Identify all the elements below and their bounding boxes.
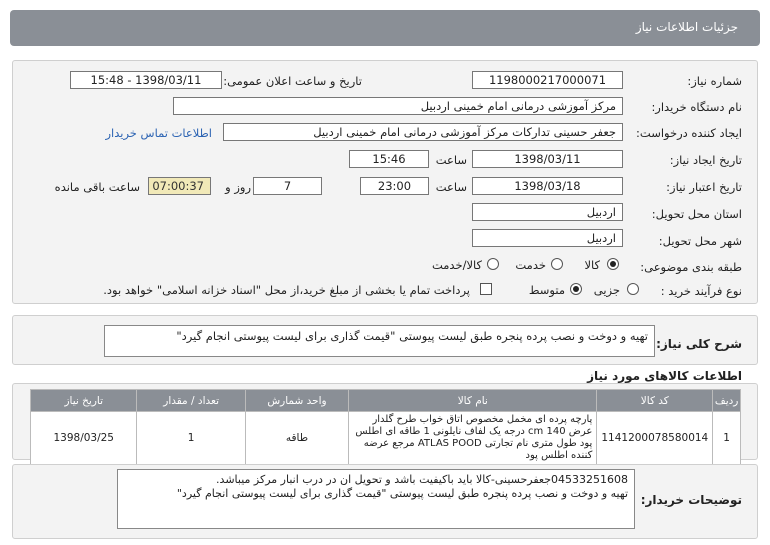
category-label: طبقه بندی موضوعی: bbox=[640, 260, 742, 274]
items-section-title: اطلاعات کالاهای مورد نیاز bbox=[587, 369, 742, 383]
category-both-radio[interactable] bbox=[487, 258, 499, 270]
col-date: تاریخ نیاز bbox=[31, 390, 137, 412]
col-unit: واحد شمارش bbox=[245, 390, 348, 412]
notes-line-1: 04533251608جعفرحسینی-کالا باید باکیفیت باشد و تحویل ان در درب انبار مرکز میباشد. bbox=[216, 473, 628, 486]
notes-text bbox=[117, 469, 635, 529]
col-qty: تعداد / مقدار bbox=[137, 390, 245, 412]
process-label: نوع فرآیند خرید : bbox=[660, 284, 742, 298]
remaining-time-field: 07:00:37 bbox=[148, 177, 211, 195]
contact-info-link[interactable]: اطلاعات تماس خریدار bbox=[105, 126, 212, 140]
process-medium-radio[interactable] bbox=[570, 283, 582, 295]
process-minor-radio[interactable] bbox=[627, 283, 639, 295]
validity-date-field[interactable]: 1398/03/18 bbox=[472, 177, 623, 195]
created-time-field[interactable]: 15:46 bbox=[349, 150, 429, 168]
summary-label: شرح کلی نیاز: bbox=[656, 337, 742, 351]
announce-field[interactable]: 1398/03/11 - 15:48 bbox=[70, 71, 222, 89]
need-number-label: شماره نیاز: bbox=[687, 74, 742, 88]
buyer-org-field[interactable]: مرکز آموزشی درمانی امام خمینی اردبیل bbox=[173, 97, 623, 115]
items-header-row bbox=[31, 390, 741, 412]
remaining-days-field[interactable]: 7 bbox=[253, 177, 322, 195]
created-hour-label: ساعت bbox=[435, 153, 467, 167]
province-label: استان محل تحویل: bbox=[651, 207, 742, 221]
city-label: شهر محل تحویل: bbox=[658, 234, 742, 248]
category-goods-radio[interactable] bbox=[607, 258, 619, 270]
summary-text: تهیه و دوخت و نصب پرده پنجره طبق لیست پیوستی "قیمت گذاری برای لیست پیوستی انجام گیرد" bbox=[104, 325, 655, 357]
treasury-payment-checkbox[interactable] bbox=[480, 283, 492, 295]
requester-label: ایجاد کننده درخواست: bbox=[636, 126, 742, 140]
page-title: جزئیات اطلاعات نیاز bbox=[635, 20, 738, 34]
process-medium-label: متوسط bbox=[528, 283, 565, 297]
table-row[interactable] bbox=[31, 412, 741, 465]
col-name: نام کالا bbox=[349, 390, 597, 412]
col-row: ردیف bbox=[713, 390, 741, 412]
created-date-field[interactable]: 1398/03/11 bbox=[472, 150, 623, 168]
cell-row: 1 bbox=[713, 412, 741, 465]
cell-code: 1141200078580014 bbox=[597, 412, 713, 465]
buyer-org-label: نام دستگاه خریدار: bbox=[651, 100, 742, 114]
cell-date: 1398/03/25 bbox=[31, 412, 137, 465]
days-label: روز و bbox=[225, 180, 251, 194]
col-code: کد کالا bbox=[597, 390, 713, 412]
city-field[interactable]: اردبیل bbox=[472, 229, 623, 247]
requester-field[interactable]: جعفر حسینی تدارکات مرکز آموزشی درمانی امام خمینی اردبیل bbox=[223, 123, 623, 141]
announce-label: تاریخ و ساعت اعلان عمومی: bbox=[223, 74, 362, 88]
remaining-label: ساعت باقی مانده bbox=[54, 180, 140, 194]
cell-qty: 1 bbox=[137, 412, 245, 465]
validity-hour-label: ساعت bbox=[435, 180, 467, 194]
process-minor-label: جزیی bbox=[593, 283, 620, 297]
cell-unit: طاقه bbox=[245, 412, 348, 465]
validity-date-label: تاریخ اعتبار نیاز: bbox=[666, 180, 742, 194]
validity-time-field[interactable]: 23:00 bbox=[360, 177, 429, 195]
province-field[interactable]: اردبیل bbox=[472, 203, 623, 221]
items-table bbox=[30, 389, 741, 465]
need-number-field[interactable]: 1198000217000071 bbox=[472, 71, 623, 89]
notes-line-2: تهیه و دوخت و نصب پرده پنجره طبق لیست پیوستی "قیمت گذاری برای لیست پیوستی انجام گیرد" bbox=[176, 487, 628, 500]
category-both-label: کالا/خدمت bbox=[431, 258, 482, 272]
cell-name: پارچه پرده ای مخمل مخصوص اتاق خواب طرح گلدار عرض 140 cm درجه یک لفاف نایلونی 1 طاقه ای اطلس پود طول متری نام تجارتی ATLAS POOD مرجع عرضه کننده اطلس پود bbox=[349, 412, 597, 465]
category-service-radio[interactable] bbox=[551, 258, 563, 270]
category-service-label: خدمت bbox=[515, 258, 546, 272]
category-goods-label: کالا bbox=[584, 258, 600, 272]
treasury-payment-note: پرداخت تمام یا بخشی از مبلغ خرید،از محل "اسناد خزانه اسلامی" خواهد بود. bbox=[103, 283, 470, 297]
notes-label: توضیحات خریدار: bbox=[640, 493, 742, 507]
page-header bbox=[10, 10, 760, 46]
created-date-label: تاریخ ایجاد نیاز: bbox=[669, 153, 742, 167]
